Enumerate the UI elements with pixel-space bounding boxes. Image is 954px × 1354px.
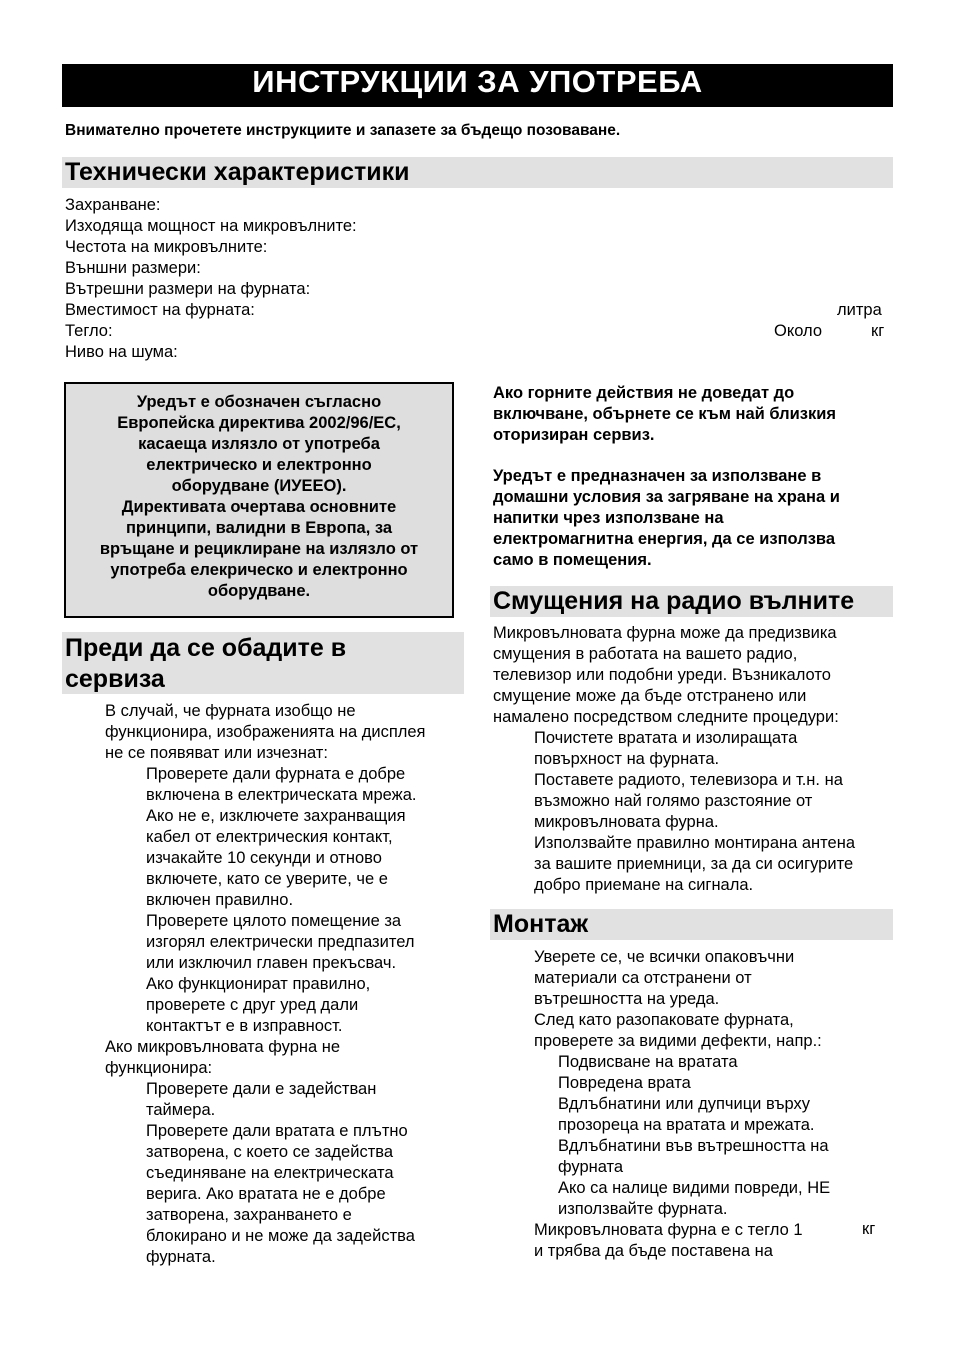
text-line: В случай, че фурната изобщо не	[105, 702, 356, 720]
weight-unit: кг	[871, 322, 885, 340]
text-line: Микровълновата фурна може да предизвика	[493, 624, 837, 642]
text-line: Повредена врата	[558, 1074, 691, 1092]
text-line: и трябва да бъде поставена на	[534, 1242, 773, 1260]
text-line: включете, като се уверите, че е	[146, 870, 388, 888]
text-line: Вдлъбнатини във вътрешността на	[558, 1137, 829, 1155]
text-line: микровълновата фурна.	[534, 813, 719, 831]
notice-line: електрическо и електронно	[146, 456, 372, 474]
right-para-2	[493, 466, 840, 571]
text-line: таймера.	[146, 1101, 216, 1119]
para-line: Ако горните действия не доведат до	[493, 384, 795, 402]
spec-item: Външни размери:	[65, 259, 201, 277]
text-line: Ако микровълновата фурна не	[105, 1038, 341, 1056]
text-line: възможно най голямо разстояние от	[534, 792, 813, 810]
radio-text	[0, 623, 954, 896]
notice-line: връщане и рециклиране на излязло от	[99, 540, 419, 558]
text-line: Ако са налице видими повреди, НЕ	[558, 1179, 831, 1197]
text-line: Вдлъбнатини или дупчици върху	[558, 1095, 810, 1113]
text-line: фурната.	[146, 1248, 216, 1266]
notice-line: Европейска директива 2002/96/ЕС,	[117, 414, 401, 432]
text-line: смущение може да бъде отстранено или	[493, 687, 807, 705]
spec-item: Ниво на шума:	[65, 343, 178, 361]
notice-line: оборудване (ИУЕЕО).	[171, 477, 347, 495]
text-line: Използвайте правилно монтирана антена	[534, 834, 856, 852]
text-line: Микровълновата фурна е с тегло 1	[534, 1221, 803, 1239]
text-line: телевизор или подобни уреди. Възникалото	[493, 666, 831, 684]
spec-item: Вместимост на фурната:	[65, 301, 255, 319]
text-line: кабел от електрическия контакт,	[146, 828, 393, 846]
para-line: оторизиран сервиз.	[493, 426, 655, 444]
text-line: Ако не е, изключете захранващия	[146, 807, 406, 825]
text-line: функционира, изображенията на дисплея	[105, 723, 426, 741]
install-text	[0, 947, 954, 1262]
text-line: материали са отстранени от	[534, 969, 752, 987]
text-line: Подвисване на вратата	[558, 1053, 738, 1071]
spec-item: Тегло:	[65, 322, 113, 340]
text-line: вътрешността на уреда.	[534, 990, 720, 1008]
text-line: изгорял електрически предпазител	[146, 933, 415, 951]
text-line: включена в електрическата мрежа.	[146, 786, 417, 804]
text-line: функционира:	[105, 1059, 213, 1077]
text-line: След като разопаковате фурната,	[534, 1011, 794, 1029]
text-line: съединяване на електрическата	[146, 1164, 394, 1182]
notice-line: касаеща излязло от употреба	[138, 435, 380, 453]
notice-line: употреба елекрическо и електронно	[110, 561, 408, 579]
text-line: Проверете дали фурната е добре	[146, 765, 406, 783]
text-line: блокирано и не може да задейства	[146, 1227, 415, 1245]
text-line: смущения в работата на вашето радио,	[493, 645, 798, 663]
text-line: проверете за видими дефекти, напр.:	[534, 1032, 822, 1050]
text-line: изчакайте 10 секунди и отново	[146, 849, 382, 867]
notice-line: принципи, валидни в Европа, за	[125, 519, 393, 537]
text-line: включен правилно.	[146, 891, 294, 909]
para-line: домашни условия за загряване на храна и	[493, 488, 840, 506]
install-weight-unit: кг	[862, 1220, 876, 1238]
spec-item: Изходяща мощност на микровълните:	[65, 217, 357, 235]
capacity-unit: литра	[837, 301, 882, 319]
notice-line: Уредът е обозначен съгласно	[136, 393, 382, 411]
para-line: включване, обърнете се към най близкия	[493, 405, 836, 423]
text-line: Поставете радиото, телевизора и т.н. на	[534, 771, 843, 789]
service-heading-line: сервиза	[65, 665, 165, 693]
para-line: Уредът е предназначен за използване в	[493, 467, 822, 485]
para-line: само в помещения.	[493, 551, 652, 569]
notice-line: оборудване.	[207, 582, 311, 600]
notice-line: Директивата очертава основните	[121, 498, 397, 516]
text-line: затворена, с което се задейства	[146, 1143, 394, 1161]
text-line: проверете с друг уред дали	[146, 996, 359, 1014]
weee-notice-box	[64, 382, 454, 618]
text-line: Проверете дали е задействан	[146, 1080, 377, 1098]
spec-item: Честота на микровълните:	[65, 238, 268, 256]
text-line: повърхност на фурната.	[534, 750, 720, 768]
text-line: фурната	[558, 1158, 624, 1176]
weight-prefix: Около	[774, 322, 823, 340]
text-line: Проверете цялото помещение за	[146, 912, 402, 930]
text-line: затворена, захранването е	[146, 1206, 352, 1224]
text-line: за вашите приемници, за да си осигурите	[534, 855, 854, 873]
text-line: Почистете вратата и изолиращата	[534, 729, 798, 747]
install-heading: Монтаж	[490, 909, 893, 940]
intro-note: Внимателно прочетете инструкциите и запазете за бъдещо позоваване.	[65, 122, 621, 139]
text-line: или изключил главен прекъсвач.	[146, 954, 397, 972]
text-line: Проверете дали вратата е плътно	[146, 1122, 408, 1140]
spec-item: Вътрешни размери на фурната:	[65, 280, 311, 298]
service-heading-line: Преди да се обадите в	[65, 634, 347, 662]
right-para-1	[493, 383, 836, 446]
radio-heading: Смущения на радио вълните	[490, 586, 893, 617]
text-line: използвайте фурната.	[558, 1200, 728, 1218]
para-line: електромагнитна енергия, да се използва	[493, 530, 835, 548]
text-line: не се появяват или изчезнат:	[105, 744, 328, 762]
page-title: ИНСТРУКЦИИ ЗА УПОТРЕБА	[62, 64, 893, 107]
text-line: верига. Ако вратата не е добре	[146, 1185, 386, 1203]
text-line: намалено посредством следните процедури:	[493, 708, 839, 726]
para-line: напитки чрез използване на	[493, 509, 724, 527]
text-line: Уверете се, че всички опаковъчни	[534, 948, 795, 966]
specs-heading: Технически характеристики	[62, 157, 893, 188]
specs-list	[65, 195, 357, 363]
text-line: прозореца на вратата и мрежата.	[558, 1116, 815, 1134]
text-line: контактът е в изправност.	[146, 1017, 343, 1035]
spec-item: Захранване:	[65, 196, 161, 214]
text-line: Ако функционират правилно,	[146, 975, 371, 993]
text-line: добро приемане на сигнала.	[534, 876, 754, 894]
